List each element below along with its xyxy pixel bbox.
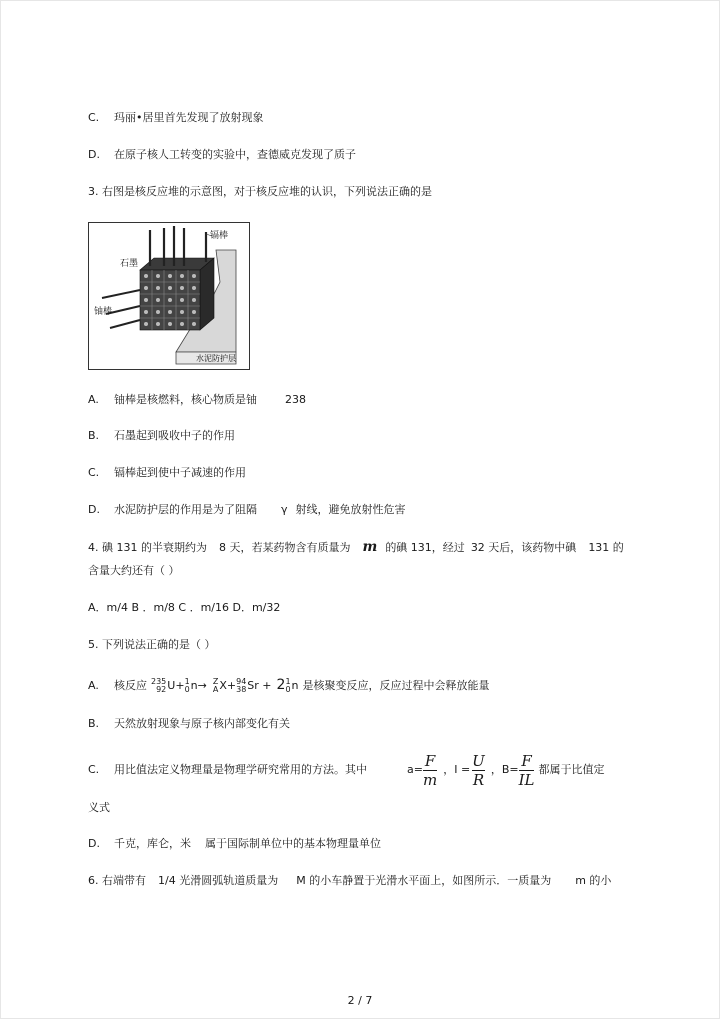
- option-label: A.: [88, 393, 99, 406]
- question-4-text: 4. 碘 131 的半衰期约为: [88, 541, 207, 554]
- option-text: 铀棒是核燃料，核心物质是铀: [114, 393, 257, 406]
- q5-option-b: [88, 716, 290, 732]
- option-text: 射线，避免放射性危害: [295, 503, 406, 516]
- nuclide-index: [185, 678, 190, 694]
- numerator: U: [472, 751, 485, 770]
- denominator: IL: [518, 770, 535, 789]
- formula-lhs: a=: [407, 763, 423, 776]
- numerator: F: [424, 751, 436, 770]
- option-d-line: [88, 147, 356, 163]
- question-3: 3. 右图是核反应堆的示意图，对于核反应堆的认识，下列说法正确的是: [88, 185, 432, 198]
- question-6-text: 6. 右端带有: [88, 874, 146, 887]
- fraction-b: [519, 753, 535, 788]
- option-label: D.: [88, 503, 100, 516]
- option-text: 千克，库仑，米: [114, 837, 191, 850]
- option-text: 核反应: [114, 679, 147, 692]
- question-6-text: M 的小车静置于光滑水平面上，如图所示．一质量为: [296, 874, 552, 887]
- question-4-text: 32 天后，该药物中碘: [470, 541, 577, 554]
- question-4-text: 的碘 131，经过: [385, 541, 465, 554]
- option-label: C.: [88, 111, 100, 124]
- nuclide-symbol: n→: [190, 679, 207, 692]
- uranium-rod-label: 铀棒: [94, 307, 113, 317]
- nuclide-symbol: U+: [167, 679, 185, 692]
- q5-option-c-line2: 义式: [88, 801, 110, 814]
- option-text: 在原子核人工转变的实验中，查德威克发现了质子: [114, 148, 356, 161]
- question-4-line2: 含量大约还有（ ）: [88, 564, 180, 577]
- question-4-text: 131 的: [588, 541, 624, 554]
- option-label: C.: [88, 466, 100, 479]
- q5-option-c: [88, 752, 604, 788]
- question-6-text: 1/4 光滑圆弧轨道质量为: [158, 874, 279, 887]
- option-text: 都属于比值定: [538, 763, 605, 776]
- formula-lhs: ，B=: [490, 763, 519, 776]
- reactor-figure: [88, 222, 250, 370]
- mass-number: 1: [285, 677, 291, 686]
- nuclide-index: [285, 678, 290, 694]
- fraction-a: [423, 753, 437, 788]
- question-5: 5. 下列说法正确的是（ ）: [88, 638, 216, 651]
- option-text: 用比值法定义物理量是物理学研究常用的方法。其中: [114, 763, 367, 776]
- atomic-number: 0: [184, 685, 190, 694]
- atomic-number: 92: [156, 685, 167, 694]
- cement-layer-label: 水泥防护层: [196, 354, 236, 363]
- nuclide-symbol: Sr +: [247, 679, 272, 692]
- q3-option-d: [88, 502, 406, 518]
- question-6-line1: [88, 873, 611, 889]
- mass-number: 1: [184, 677, 190, 686]
- option-label: D.: [88, 837, 100, 850]
- option-label: C.: [88, 763, 100, 776]
- denominator: m: [422, 770, 438, 789]
- graphite-label: 石墨: [120, 259, 139, 269]
- q3-option-c: [88, 465, 246, 481]
- gamma-symbol: γ: [281, 503, 288, 516]
- option-text: 镉棒起到使中子减速的作用: [114, 466, 246, 479]
- option-label: B.: [88, 717, 100, 730]
- nuclide-index: [151, 678, 166, 694]
- option-text: 天然放射现象与原子核内部变化有关: [114, 717, 290, 730]
- option-text: 是核聚变反应，反应过程中会释放能量: [302, 679, 490, 692]
- question-6-text: m 的小: [575, 874, 612, 887]
- question-4-options: A．m/4 B ．m/8 C ．m/16 D．m/32: [88, 601, 281, 614]
- option-text: 玛丽•居里首先发现了放射现象: [114, 111, 264, 124]
- formula-lhs: ，I =: [443, 763, 471, 776]
- nuclide-index: [213, 678, 218, 694]
- nuclide-symbol: X+: [219, 679, 237, 692]
- denominator: R: [472, 770, 485, 789]
- numerator: F: [521, 751, 532, 770]
- option-c-line: [88, 110, 264, 126]
- q3-option-a: [88, 392, 306, 408]
- mass-number: 94: [236, 677, 247, 686]
- q5-option-a: [88, 673, 490, 698]
- question-4-line1: [88, 539, 624, 556]
- atomic-number: 38: [236, 685, 247, 694]
- page-number: 2 / 7: [347, 994, 373, 1007]
- option-label: B.: [88, 429, 100, 442]
- option-text: 石墨起到吸收中子的作用: [114, 429, 235, 442]
- q3-option-b: [88, 428, 235, 444]
- cadmium-rod-label: 镉棒: [210, 231, 229, 241]
- option-label: D.: [88, 148, 100, 161]
- mass-number: 235: [151, 677, 167, 686]
- reactor-diagram: [88, 222, 250, 370]
- option-text: 属于国际制单位中的基本物理量单位: [205, 837, 381, 850]
- option-text: 水泥防护层的作用是为了阻隔: [114, 503, 257, 516]
- fraction-i: [472, 753, 485, 788]
- mass-number: Z: [212, 677, 219, 686]
- nuclide-index: [236, 678, 246, 694]
- mass-symbol: m: [362, 539, 378, 555]
- coefficient: 2: [276, 677, 286, 693]
- atomic-number: 0: [285, 685, 291, 694]
- option-number: 238: [285, 393, 306, 406]
- option-label: A.: [88, 679, 99, 692]
- nuclide-symbol: n: [291, 679, 299, 692]
- q5-option-d: [88, 836, 381, 852]
- atomic-number: A: [212, 685, 219, 694]
- question-4-text: 8 天，若某药物含有质量为: [218, 541, 351, 554]
